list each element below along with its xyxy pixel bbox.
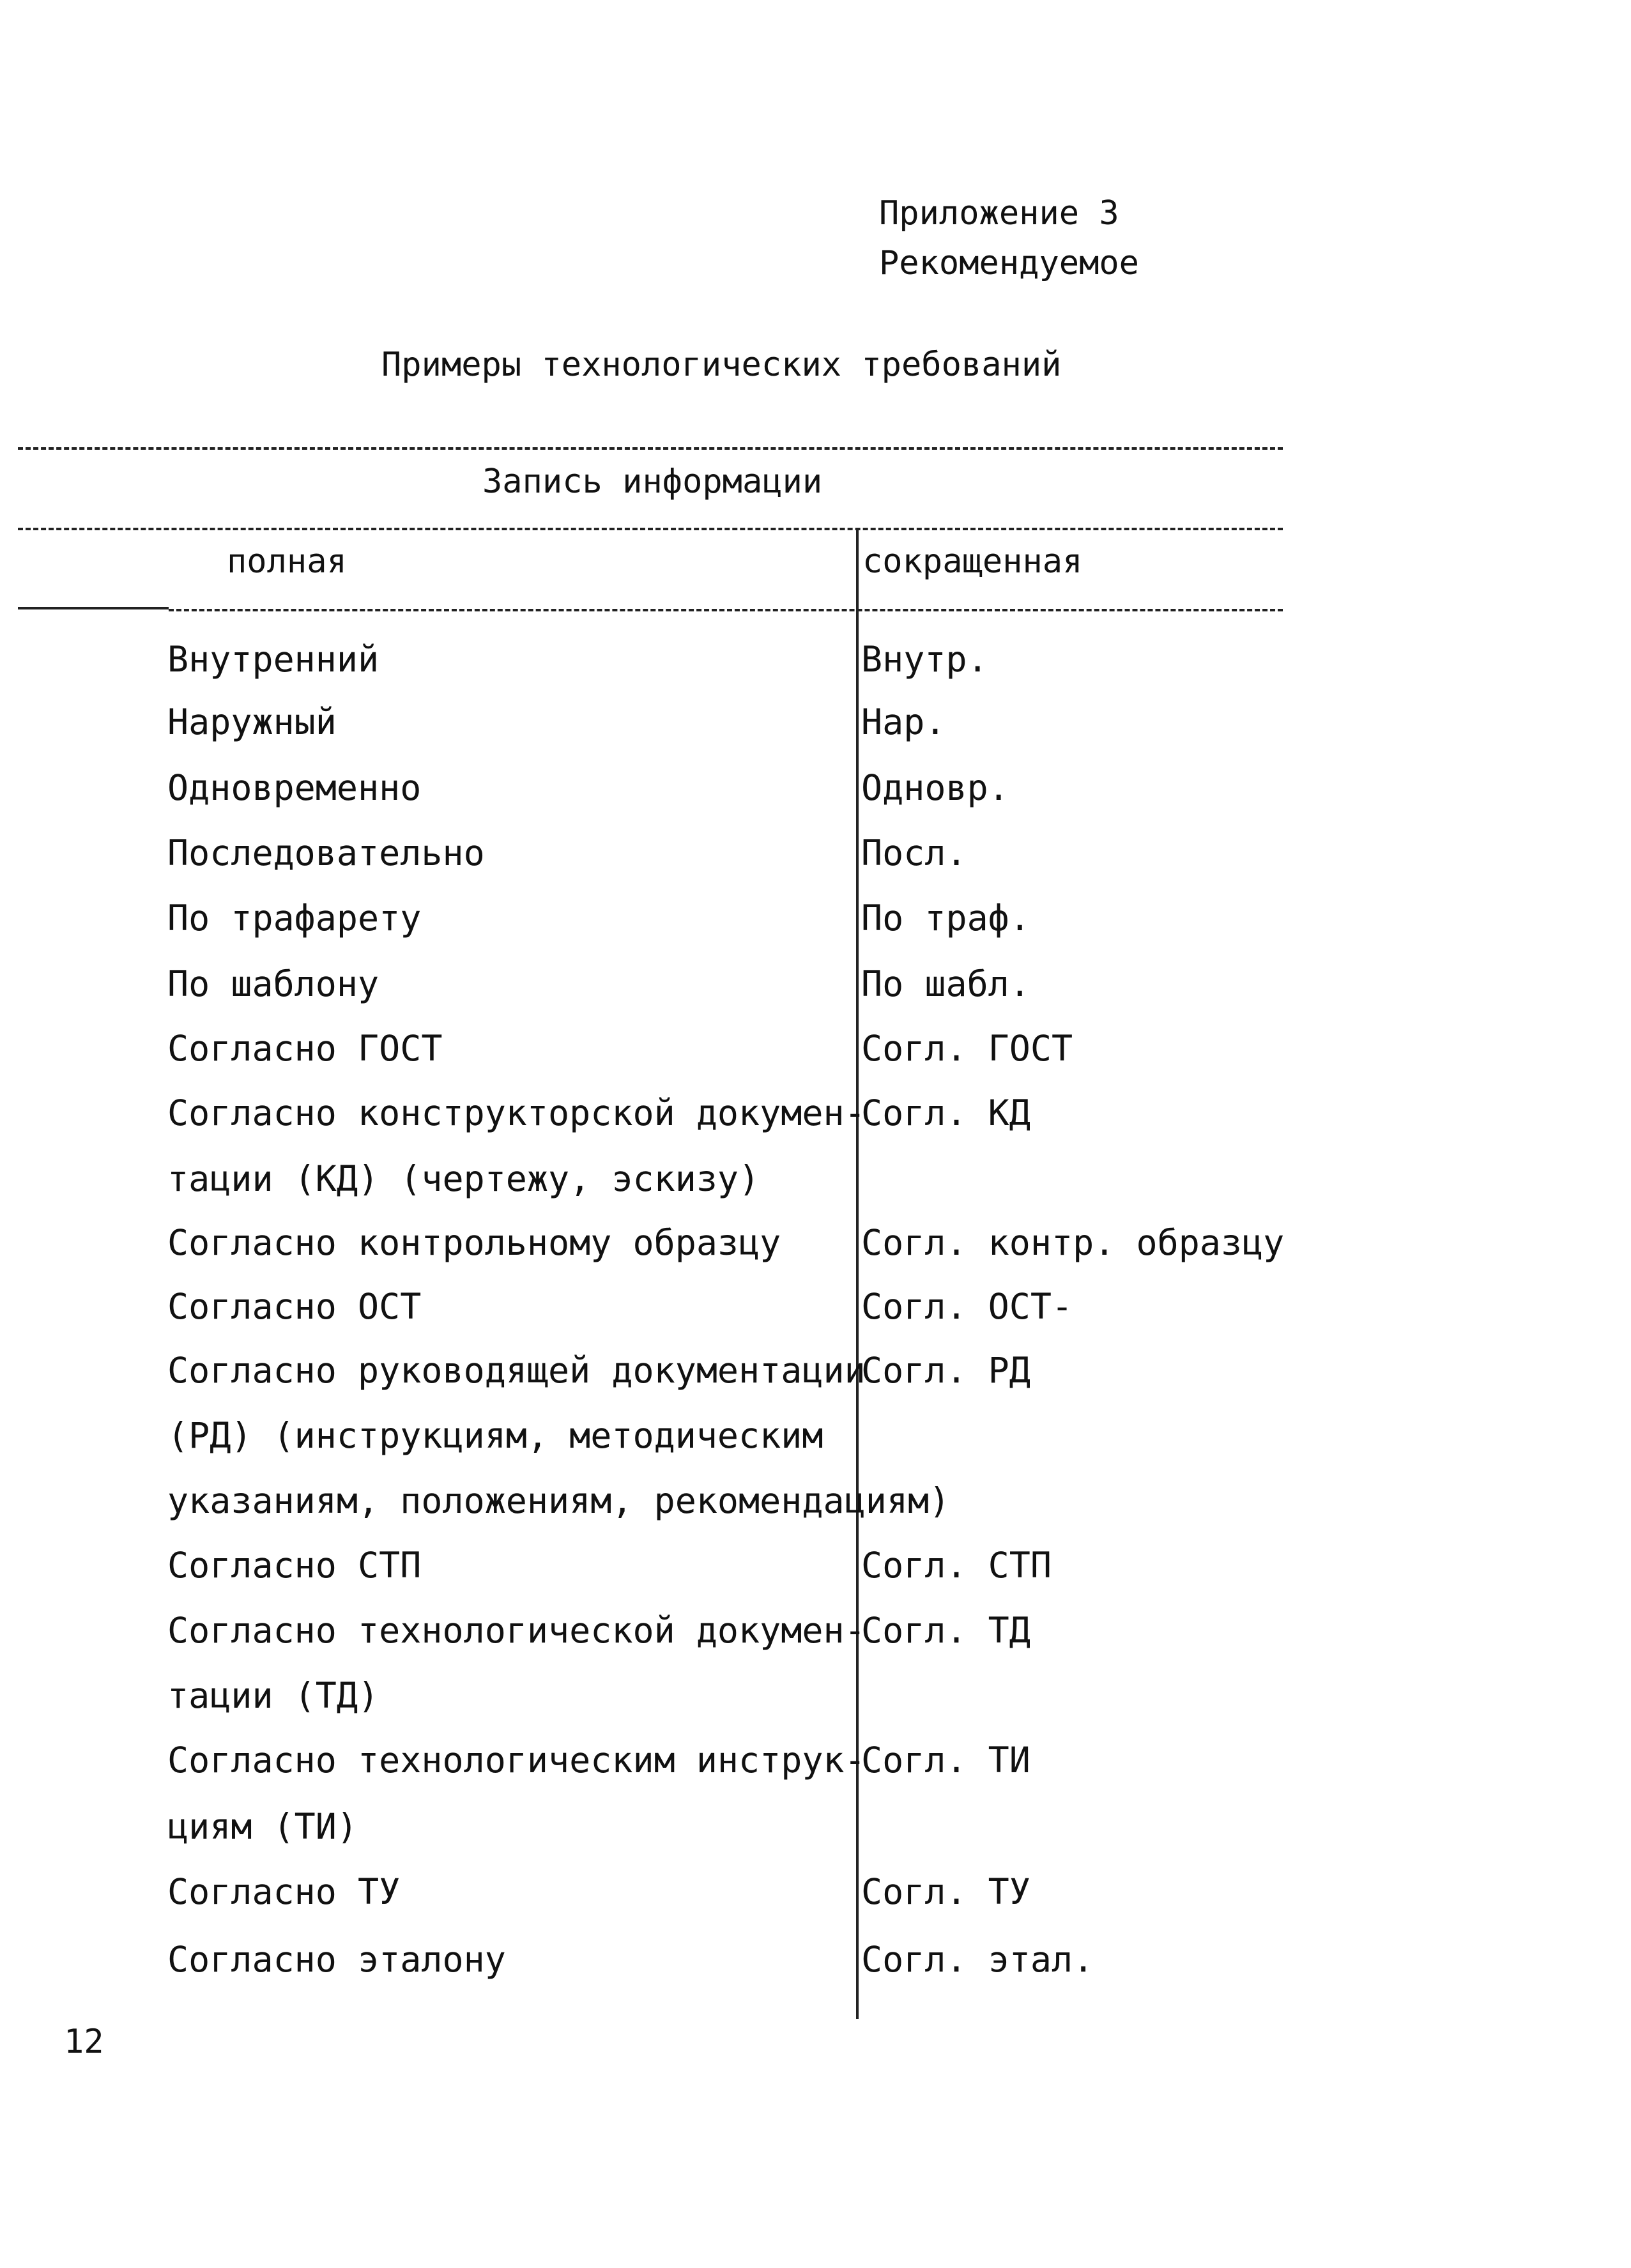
row-full-text: указаниям, положениям, рекомендациям) bbox=[167, 1480, 951, 1521]
row-full-text: Согласно конструкторской докумен- bbox=[167, 1092, 866, 1133]
column-divider bbox=[856, 529, 859, 2019]
row-short-text: По шабл. bbox=[861, 963, 1030, 1004]
row-short-text: Посл. bbox=[861, 832, 967, 873]
column-header-full: полная bbox=[227, 542, 347, 581]
row-full-text: Наружный bbox=[167, 701, 337, 742]
row-short-text: Согл. РД bbox=[861, 1350, 1030, 1391]
column-header-short: сокращенная bbox=[862, 542, 1083, 581]
row-short-text: Нар. bbox=[861, 701, 946, 742]
table-top-rule bbox=[18, 447, 1283, 450]
table-body-rule bbox=[169, 609, 1283, 611]
table-header-rule bbox=[18, 528, 1283, 530]
table-group-header: Запись информации bbox=[482, 463, 823, 501]
row-full-text: Согласно эталону bbox=[167, 1939, 506, 1980]
row-short-text: Согл. КД bbox=[861, 1092, 1030, 1133]
row-full-text: Согласно ОСТ bbox=[167, 1286, 422, 1327]
row-short-text: Согл. этал. bbox=[861, 1939, 1094, 1980]
recommendation-status: Рекомендуемое bbox=[879, 244, 1139, 282]
row-short-text: Согл. СТП bbox=[861, 1545, 1052, 1586]
row-short-text: Согл. ТУ bbox=[861, 1871, 1030, 1912]
table-body-rule-left bbox=[18, 607, 169, 609]
row-short-text: Согл. ОСТ- bbox=[861, 1286, 1073, 1327]
row-full-text: Согласно ГОСТ bbox=[167, 1028, 443, 1069]
row-full-text: Согласно технологическим инструк- bbox=[167, 1740, 866, 1781]
row-full-text: циям (ТИ) bbox=[167, 1806, 358, 1847]
row-full-text: Согласно СТП bbox=[167, 1545, 422, 1586]
row-short-text: Согл. ТИ bbox=[861, 1740, 1030, 1781]
row-short-text: Согл. ГОСТ bbox=[861, 1028, 1073, 1069]
row-short-text: Согл. контр. образцу bbox=[861, 1222, 1285, 1263]
row-full-text: По трафарету bbox=[167, 898, 422, 939]
row-full-text: Согласно технологической докумен- bbox=[167, 1610, 866, 1651]
row-full-text: Внутренний bbox=[167, 639, 379, 680]
page-number: 12 bbox=[64, 2023, 104, 2061]
row-short-text: Одновр. bbox=[861, 767, 1009, 808]
row-full-text: По шаблону bbox=[167, 963, 379, 1004]
row-full-text: (РД) (инструкциям, методическим bbox=[167, 1415, 823, 1456]
row-full-text: Одновременно bbox=[167, 767, 422, 808]
row-short-text: Внутр. bbox=[861, 639, 988, 680]
page-title: Примеры технологических требований bbox=[381, 346, 1062, 384]
row-full-text: Согласно ТУ bbox=[167, 1871, 401, 1912]
row-full-text: Последовательно bbox=[167, 832, 485, 873]
row-full-text: Согласно руководящей документации bbox=[167, 1350, 866, 1391]
row-short-text: Согл. ТД bbox=[861, 1610, 1030, 1651]
row-full-text: тации (ТД) bbox=[167, 1675, 379, 1716]
appendix-label: Приложение 3 bbox=[879, 194, 1119, 233]
row-short-text: По траф. bbox=[861, 898, 1030, 939]
row-full-text: Согласно контрольному образцу bbox=[167, 1222, 781, 1263]
row-full-text: тации (КД) (чертежу, эскизу) bbox=[167, 1158, 760, 1199]
